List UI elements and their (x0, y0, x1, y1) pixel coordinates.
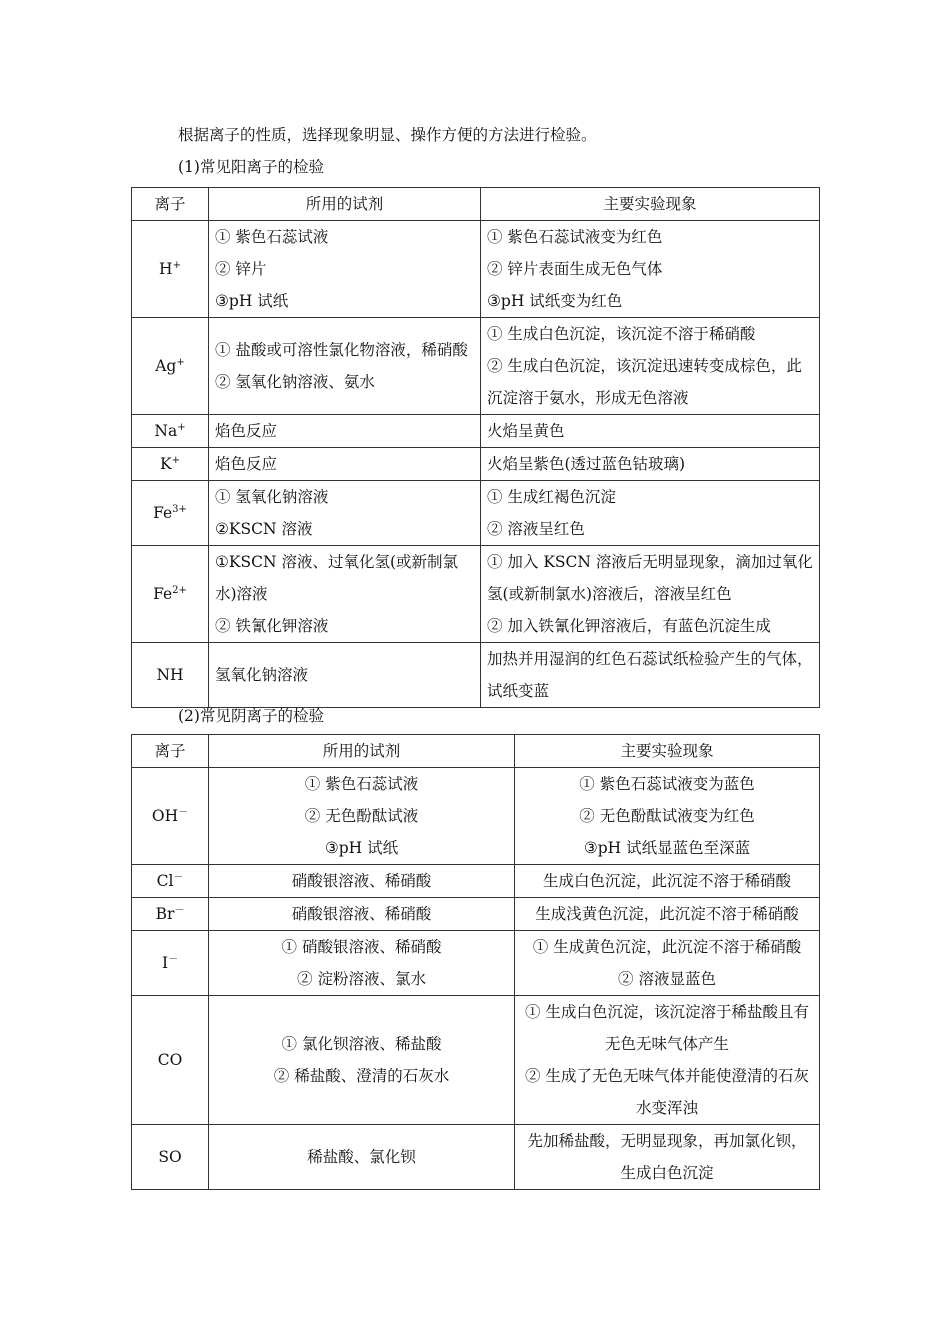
reagents-cell: ① 盐酸或可溶性氯化物溶液，稀硝酸 ② 氢氧化钠溶液、氨水 (209, 318, 481, 415)
table-row (132, 1125, 820, 1190)
cation-heading: (1)常见阳离子的检验 (178, 158, 324, 176)
ion-cell: H+ (132, 221, 209, 318)
table-row (132, 448, 820, 481)
table-row (132, 318, 820, 415)
phenomena-cell: ① 生成黄色沉淀，此沉淀不溶于稀硝酸 ② 溶液显蓝色 (515, 931, 820, 996)
ion-cell: Na+ (132, 415, 209, 448)
phenomena-cell: 加热并用湿润的红色石蕊试纸检验产生的气体，试纸变蓝 (481, 643, 820, 708)
phenomena-cell: ① 生成白色沉淀，该沉淀溶于稀盐酸且有无色无味气体产生 ② 生成了无色无味气体并能使澄清的石灰水变浑浊 (515, 996, 820, 1125)
phenomena-cell: 生成浅黄色沉淀，此沉淀不溶于稀硝酸 (515, 898, 820, 931)
header-phenomena: 主要实验现象 (481, 188, 820, 221)
table-row (132, 768, 820, 865)
intro-text: 根据离子的性质，选择现象明显、操作方便的方法进行检验。 (178, 126, 597, 144)
phenomena-cell: 火焰呈黄色 (481, 415, 820, 448)
reagents-cell: 硝酸银溶液、稀硝酸 (209, 898, 515, 931)
reagents-cell: ① 硝酸银溶液、稀硝酸 ② 淀粉溶液、氯水 (209, 931, 515, 996)
header-ion: 离子 (132, 188, 209, 221)
ion-cell: $Fe^{3+}$ (132, 481, 209, 546)
cation-table (131, 187, 820, 708)
reagents-cell: 氢氧化钠溶液 (209, 643, 481, 708)
reagents-cell: 焰色反应 (209, 448, 481, 481)
reagents-cell: ① 氢氧化钠溶液 ②KSCN 溶液 (209, 481, 481, 546)
ion-cell: OH－ (132, 768, 209, 865)
reagents-cell: 稀盐酸、氯化钡 (209, 1125, 515, 1190)
ion-cell: I－ (132, 931, 209, 996)
ion-cell: K+ (132, 448, 209, 481)
ion-cell: $Fe^{2+}$ (132, 546, 209, 643)
table-row (132, 643, 820, 708)
reagents-cell: 硝酸银溶液、稀硝酸 (209, 865, 515, 898)
reagents-cell: 焰色反应 (209, 415, 481, 448)
phenomena-cell: ① 生成白色沉淀，该沉淀不溶于稀硝酸 ② 生成白色沉淀，该沉淀迅速转变成棕色，此沉淀溶于氨水，形成无色溶液 (481, 318, 820, 415)
phenomena-cell: 生成白色沉淀，此沉淀不溶于稀硝酸 (515, 865, 820, 898)
table-row (132, 481, 820, 546)
phenomena-cell: ① 紫色石蕊试液变为蓝色 ② 无色酚酞试液变为红色 ③pH 试纸显蓝色至深蓝 (515, 768, 820, 865)
table-header-row (132, 188, 820, 221)
ion-cell: SO (132, 1125, 209, 1190)
reagents-cell: ① 氯化钡溶液、稀盐酸 ② 稀盐酸、澄清的石灰水 (209, 996, 515, 1125)
ion-cell: NH (132, 643, 209, 708)
table-header-row (132, 735, 820, 768)
header-ion: 离子 (132, 735, 209, 768)
header-reagents: 所用的试剂 (209, 188, 481, 221)
phenomena-cell: ① 紫色石蕊试液变为红色 ② 锌片表面生成无色气体 ③pH 试纸变为红色 (481, 221, 820, 318)
header-phenomena: 主要实验现象 (515, 735, 820, 768)
ion-cell: CO (132, 996, 209, 1125)
table-row (132, 546, 820, 643)
table-row (132, 898, 820, 931)
phenomena-cell: ① 加入 KSCN 溶液后无明显现象，滴加过氧化氢(或新制氯水)溶液后，溶液呈红色 ② 加入铁氰化钾溶液后，有蓝色沉淀生成 (481, 546, 820, 643)
reagents-cell: ① 紫色石蕊试液 ② 锌片 ③pH 试纸 (209, 221, 481, 318)
phenomena-cell: 火焰呈紫色(透过蓝色钴玻璃) (481, 448, 820, 481)
table-row (132, 931, 820, 996)
header-reagents: 所用的试剂 (209, 735, 515, 768)
ion-cell: Cl－ (132, 865, 209, 898)
anion-table (131, 734, 820, 1190)
table-row (132, 221, 820, 318)
reagents-cell: ①KSCN 溶液、过氧化氢(或新制氯水)溶液 ② 铁氰化钾溶液 (209, 546, 481, 643)
reagents-cell: ① 紫色石蕊试液 ② 无色酚酞试液 ③pH 试纸 (209, 768, 515, 865)
table-row (132, 415, 820, 448)
table-row (132, 996, 820, 1125)
phenomena-cell: ① 生成红褐色沉淀 ② 溶液呈红色 (481, 481, 820, 546)
phenomena-cell: 先加稀盐酸，无明显现象，再加氯化钡，生成白色沉淀 (515, 1125, 820, 1190)
anion-heading: (2)常见阴离子的检验 (178, 707, 324, 725)
ion-cell: Br－ (132, 898, 209, 931)
ion-cell: Ag+ (132, 318, 209, 415)
table-row (132, 865, 820, 898)
